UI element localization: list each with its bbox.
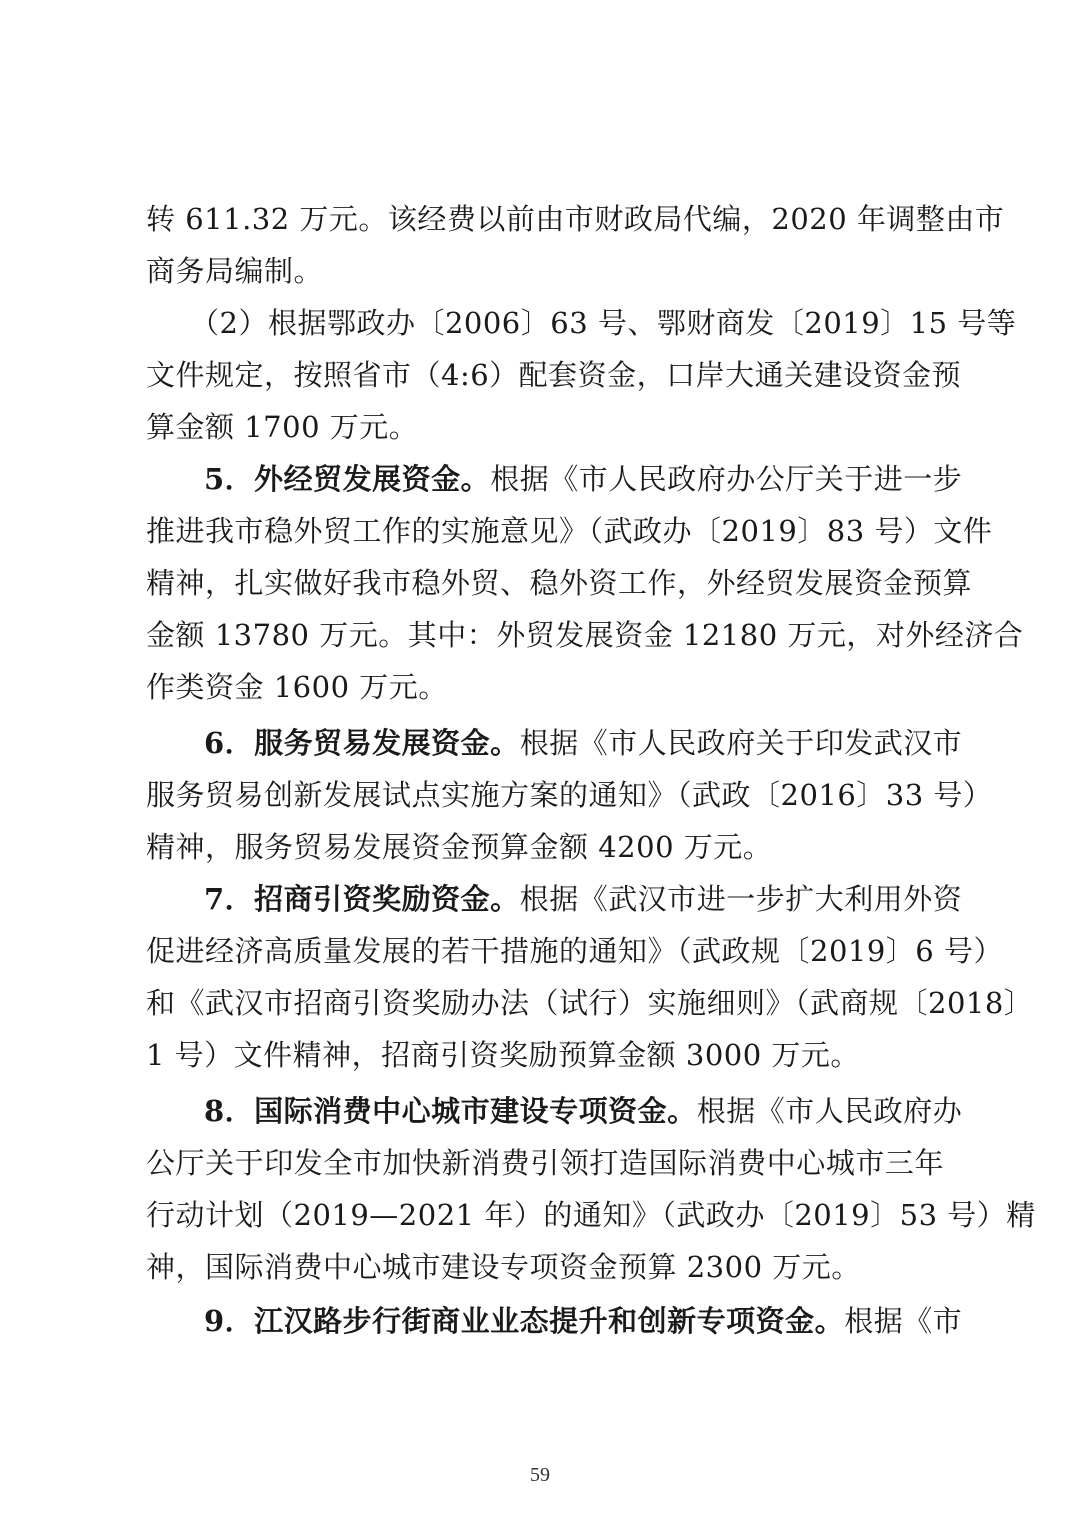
body-line xyxy=(146,557,973,609)
line-text: 推进我市稳外贸工作的实施意见》（武政办〔2019〕83 号）文件 xyxy=(146,514,993,548)
body-line xyxy=(146,1189,1036,1241)
line-text: 金额 13780 万元。其中：外贸发展资金 12180 万元，对外经济合 xyxy=(146,618,1024,652)
body-line xyxy=(146,609,1024,661)
body-line xyxy=(146,193,1005,245)
body-line xyxy=(146,349,962,401)
body-line xyxy=(146,925,1003,977)
body-line xyxy=(146,873,963,925)
line-text: 转 611.32 万元。该经费以前由市财政局代编，2020 年调整由市 xyxy=(146,202,1005,236)
body-line xyxy=(146,769,993,821)
line-text: 作类资金 1600 万元。 xyxy=(146,670,448,704)
body-line xyxy=(146,1029,944,1081)
line-text: 促进经济高质量发展的若干措施的通知》（武政规〔2019〕6 号） xyxy=(146,934,1003,968)
body-line xyxy=(146,401,944,453)
line-text: 精神，扎实做好我市稳外贸、稳外资工作，外经贸发展资金预算 xyxy=(146,566,973,600)
body-line xyxy=(146,505,993,557)
section-heading: 6．服务贸易发展资金。 xyxy=(204,726,520,760)
body-line xyxy=(146,1241,944,1293)
line-text: 1 号）文件精神，招商引资奖励预算金额 3000 万元。 xyxy=(146,1038,860,1072)
line-text: 神，国际消费中心城市建设专项资金预算 2300 万元。 xyxy=(146,1250,861,1284)
line-text: 根据《市人民政府关于印发武汉市 xyxy=(519,726,963,760)
line-text: 根据《市人民政府办公厅关于进一步 xyxy=(490,462,963,496)
line-text: 算金额 1700 万元。 xyxy=(146,410,419,444)
line-text: 商务局编制。 xyxy=(146,254,324,288)
body-line xyxy=(146,453,963,505)
body-line xyxy=(146,297,1017,349)
body-line xyxy=(146,245,944,297)
section-heading: 7．招商引资奖励资金。 xyxy=(204,882,520,916)
body-line xyxy=(146,1295,963,1347)
line-text: （2）根据鄂政办〔2006〕63 号、鄂财商发〔2019〕15 号等 xyxy=(190,306,1017,340)
section-heading: 8．国际消费中心城市建设专项资金。 xyxy=(204,1094,697,1128)
body-line xyxy=(146,977,1034,1029)
body-line xyxy=(146,661,944,713)
line-text: 根据《市 xyxy=(844,1304,963,1338)
section-heading: 5．外经贸发展资金。 xyxy=(204,462,491,496)
line-text: 根据《武汉市进一步扩大利用外资 xyxy=(519,882,963,916)
body-line xyxy=(146,717,963,769)
page-number: 59 xyxy=(530,1464,550,1486)
line-text: 和《武汉市招商引资奖励办法（试行）实施细则》（武商规〔2018〕 xyxy=(146,986,1034,1020)
line-text: 文件规定，按照省市（4:6）配套资金，口岸大通关建设资金预 xyxy=(146,358,962,392)
section-heading: 9．江汉路步行街商业业态提升和创新专项资金。 xyxy=(204,1304,845,1338)
body-line xyxy=(146,1137,944,1189)
body-line xyxy=(146,821,944,873)
line-text: 公厅关于印发全市加快新消费引领打造国际消费中心城市三年 xyxy=(146,1146,944,1180)
line-text: 根据《市人民政府办 xyxy=(696,1094,963,1128)
line-text: 行动计划（2019—2021 年）的通知》（武政办〔2019〕53 号）精 xyxy=(146,1198,1036,1232)
line-text: 服务贸易创新发展试点实施方案的通知》（武政〔2016〕33 号） xyxy=(146,778,993,812)
line-text: 精神，服务贸易发展资金预算金额 4200 万元。 xyxy=(146,830,773,864)
body-line xyxy=(146,1085,963,1137)
